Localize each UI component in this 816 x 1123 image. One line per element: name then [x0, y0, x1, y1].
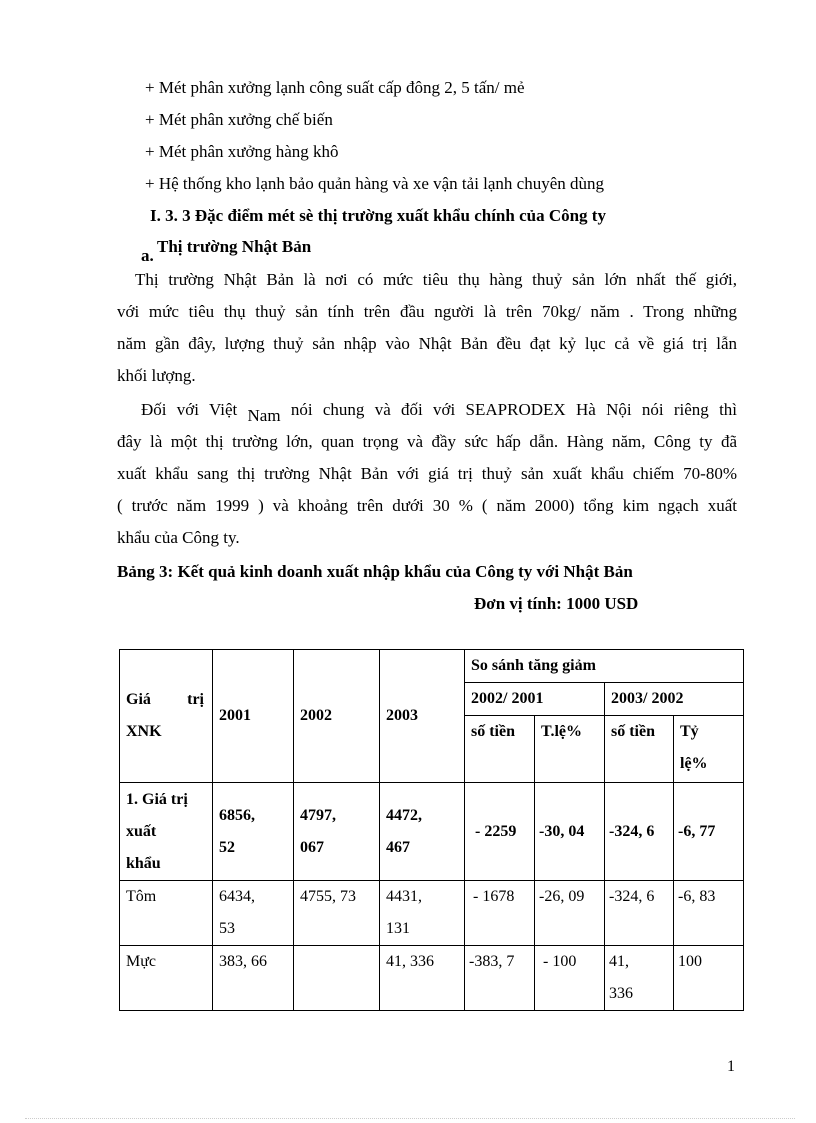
cell-so-tien-2: -324, 6 — [605, 783, 674, 881]
cell-line: 067 — [300, 839, 324, 856]
paragraph-1-line: với mức tiêu thụ thuỷ sản tính trên đầu người là trên 70kg/ năm . Trong những — [117, 302, 737, 321]
cell-line: 131 — [386, 920, 410, 937]
table-row — [120, 783, 744, 881]
header-period: 2002/ 2001 — [465, 683, 605, 716]
export-results-table — [119, 649, 744, 1011]
header-ty-le — [674, 716, 744, 783]
cell-line: 4797, — [300, 807, 336, 824]
paragraph-2-line: khẩu của Công ty. — [117, 528, 240, 547]
cell-ti-le-2: 100 — [674, 946, 744, 1011]
header-year: 2002 — [294, 650, 380, 783]
table-row — [120, 946, 744, 1011]
table-row — [120, 881, 744, 946]
paragraph-1 — [117, 264, 737, 392]
header-year: 2001 — [213, 650, 294, 783]
page-bottom-divider — [25, 1118, 795, 1119]
cell-2001 — [213, 881, 294, 946]
cell-ti-le-1: - 100 — [535, 946, 605, 1011]
cell-line: 53 — [219, 920, 235, 937]
paragraph-2-text-a: Đối với Việt — [141, 400, 238, 419]
cell-line: 336 — [609, 985, 633, 1002]
cell-ti-le-1: -30, 04 — [535, 783, 605, 881]
table-unit: Đơn vị tính: 1000 USD — [474, 594, 639, 613]
cell-so-tien-2: -324, 6 — [605, 881, 674, 946]
header-ti-le: T.lệ% — [535, 716, 605, 783]
cell-line: 4472, — [386, 807, 422, 824]
cell-so-tien-1: - 1678 — [465, 881, 535, 946]
cell-line: 467 — [386, 839, 410, 856]
header-period: 2003/ 2002 — [605, 683, 744, 716]
subheading-letter: a. — [141, 246, 154, 265]
header-le: lệ% — [680, 755, 708, 772]
cell-so-tien-1: -383, 7 — [465, 946, 535, 1011]
cell-line: 6434, — [219, 888, 255, 905]
cell-2001 — [213, 783, 294, 881]
bullet-3: + Mét phân xưởng hàng khô — [145, 142, 339, 161]
row-label-line: khẩu — [126, 855, 161, 872]
cell-line: 41, — [609, 953, 629, 970]
paragraph-2-line: đây là một thị trường lớn, quan trọng và đầy sức hấp dẫn. Hàng năm, Công ty đã — [117, 432, 737, 451]
paragraph-1-line: Thị trường Nhật Bản là nơi có mức tiêu thụ hàng thuỷ sản lớn nhất thế giới, — [135, 270, 737, 289]
section-heading: I. 3. 3 Đặc điểm mét sè thị trường xuất khẩu chính của Công ty — [150, 206, 606, 225]
row-label: Tôm — [120, 881, 213, 946]
row-label-line: xuất — [126, 823, 157, 840]
cell-2003 — [380, 783, 465, 881]
cell-2002: 4755, 73 — [294, 881, 380, 946]
paragraph-2 — [117, 394, 737, 554]
cell-2002 — [294, 946, 380, 1011]
bullet-2: + Mét phân xưởng chế biến — [145, 110, 333, 129]
cell-line: 6856, — [219, 807, 255, 824]
cell-line: 4431, — [386, 888, 422, 905]
header-so-tien: số tiền — [465, 716, 535, 783]
paragraph-2-line: xuất khẩu sang thị trường Nhật Bản với giá trị thuỷ sản xuất khẩu chiếm 70-80% — [117, 464, 737, 483]
bullet-4: + Hệ thống kho lạnh bảo quản hàng và xe vận tải lạnh chuyên dùng — [145, 174, 605, 193]
cell-so-tien-2 — [605, 946, 674, 1011]
paragraph-1-line: khối lượng. — [117, 366, 196, 385]
cell-ti-le-1: -26, 09 — [535, 881, 605, 946]
header-so-tien: số tiền — [605, 716, 674, 783]
row-label-line: 1. Giá trị — [126, 791, 188, 808]
cell-ti-le-2: -6, 77 — [674, 783, 744, 881]
row-label: Mực — [120, 946, 213, 1011]
paragraph-2-line: ( trước năm 1999 ) và khoảng trên dưới 30 % ( năm 2000) tổng kim ngạch xuất — [117, 496, 737, 515]
subheading-title: Thị trường Nhật Bản — [157, 237, 312, 256]
cell-2003: 41, 336 — [380, 946, 465, 1011]
header-compare: So sánh tăng giảm — [465, 650, 744, 683]
paragraph-2-first-line — [117, 394, 737, 426]
header-year: 2003 — [380, 650, 465, 783]
paragraph-2-nam: Nam — [247, 406, 281, 425]
header-gia-tri-xnk — [120, 650, 213, 783]
cell-2001: 383, 66 — [213, 946, 294, 1011]
cell-ti-le-2: -6, 83 — [674, 881, 744, 946]
header-ty: Tỷ — [680, 723, 699, 740]
cell-line: 52 — [219, 839, 235, 856]
paragraph-1-line: năm gần đây, lượng thuỷ sản nhập vào Nhật Bản đều đạt kỷ lục cả về giá trị lẫn — [117, 334, 737, 353]
cell-2002 — [294, 783, 380, 881]
row-label — [120, 783, 213, 881]
paragraph-2-text-b: nói chung và đối với SEAPRODEX Hà Nội nói riêng thì — [290, 400, 738, 419]
header-gia: Giá — [126, 691, 151, 708]
table-title: Bảng 3: Kết quả kinh doanh xuất nhập khẩu của Công ty với Nhật Bản — [117, 562, 633, 581]
header-tri: trị — [187, 691, 204, 708]
header-xnk: XNK — [126, 723, 162, 740]
bullet-1: + Mét phân xưởng lạnh công suất cấp đông 2, 5 tấn/ mẻ — [145, 78, 525, 97]
cell-2003 — [380, 881, 465, 946]
page-number: 1 — [727, 1058, 735, 1075]
cell-so-tien-1: - 2259 — [465, 783, 535, 881]
